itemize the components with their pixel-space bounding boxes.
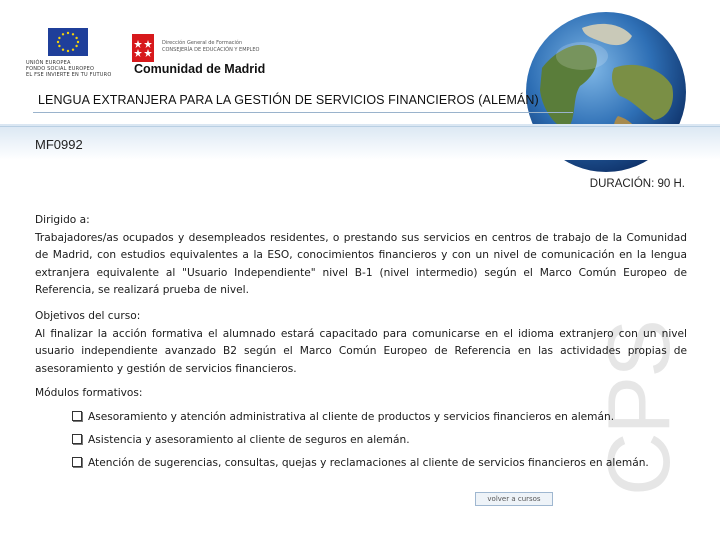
course-duration: DURACIÓN: 90 H. (589, 178, 685, 190)
checkbox-bullet-icon (72, 434, 82, 444)
cm-name: Comunidad de Madrid (134, 62, 266, 76)
modules-label: Módulos formativos: (35, 387, 143, 399)
checkbox-bullet-icon (72, 411, 82, 421)
module-item-label: Asesoramiento y atención administrativa al cliente de productos y servicios financieros en alemán. (88, 411, 615, 423)
cm-consejeria-text: CONSEJERÍA DE EDUCACIÓN Y EMPLEO (162, 47, 260, 53)
page-title: LENGUA EXTRANJERA PARA LA GESTIÓN DE SERVICIOS FINANCIEROS (ALEMÁN) (38, 93, 539, 107)
code-band (0, 124, 720, 160)
cm-direccion-text: Dirección General de Formación (162, 40, 243, 46)
back-to-courses-button[interactable]: volver a cursos (475, 492, 553, 506)
title-divider (33, 112, 573, 113)
eu-logo (26, 28, 136, 78)
eu-flag-icon (48, 28, 88, 56)
module-code: MF0992 (35, 137, 83, 152)
module-item (72, 430, 692, 453)
comunidad-madrid-logo (132, 34, 312, 78)
module-item (72, 407, 692, 430)
module-item-label: Atención de sugerencias, consultas, quejas y reclamaciones al cliente de servicios financieros en alemán. (88, 457, 649, 469)
objectives-text: Al finalizar la acción formativa el alumnado estará capacitado para comunicarse en el idioma extranjero con un nivel usuario independiente avanzado B2 según el Marco Común Europeo de Referencia en las actividades propias de asesoramiento y gestión de servicios financieros. (35, 327, 687, 375)
band-divider (0, 126, 720, 127)
module-item-label: Asistencia y asesoramiento al cliente de seguros en alemán. (88, 434, 410, 446)
eu-logo-text: UNIÓN EUROPEA FONDO SOCIAL EUROPEO EL FSE INVIERTE EN TU FUTURO (26, 60, 112, 78)
checkbox-bullet-icon (72, 457, 82, 467)
cm-department-text (162, 40, 259, 54)
madrid-stars-icon (132, 34, 154, 62)
watermark-text: CPS (589, 321, 688, 496)
target-audience-section (35, 212, 687, 300)
objectives-label: Objetivos del curso: (35, 310, 141, 322)
target-audience-text: Trabajadores/as ocupados y desempleados residentes, o prestando sus servicios en centros de trabajo de la Comunidad de Madrid, con estudios equivalentes a la ESO, conocimientos financieros y con un nivel de comunicación en la lengua extranjera equivalente al "Usuario Independiente" nivel B-1 (nivel intermedio) según el Marco Común Europeo de Referencia, se realizará prueba de nivel. (35, 231, 687, 296)
module-item (72, 453, 692, 476)
modules-list (72, 407, 692, 476)
objectives-section (35, 308, 687, 378)
target-audience-label: Dirigido a: (35, 214, 90, 226)
